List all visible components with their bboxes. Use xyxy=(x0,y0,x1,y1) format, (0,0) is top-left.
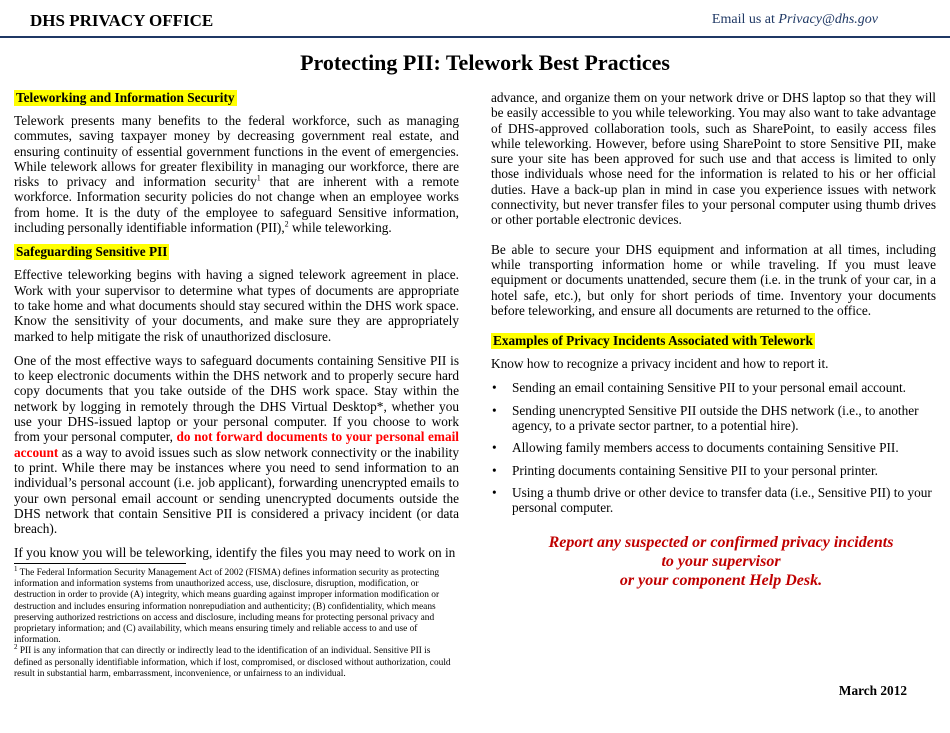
list-item: • Printing documents containing Sensitive PII to your personal printer. xyxy=(492,462,878,478)
paragraph-secure-equipment: Be able to secure your DHS equipment and information at all times, including while transporting information home or while traveling. If you must leave equipment or documents unattended, secure them (i.e. in the trunk of your car, in a hotel safe, etc.), but only for short periods of time. Inventory your documents before teleworking, and ensure all documents are returned to the office. xyxy=(491,241,936,318)
warning-text: do not forward documents to your personal email account xyxy=(14,429,459,460)
callout-line-3: or your component Help Desk. xyxy=(619,572,823,589)
footnote-2: $^2$ PII is any information that can directly or indirectly lead to the identification of an individual. Sensitive PII is defined as personally identifiable information, which if lost, compromised, or disclosed without authorization, could result in substantial harm, embarrassment, inconvenience, or unfairness to an individual. xyxy=(14,643,451,679)
footnote-divider xyxy=(14,563,186,564)
page-title: Protecting PII: Telework Best Practices xyxy=(300,50,670,75)
paragraph-agreement: Effective teleworking begins with having a signed telework agreement in place. Work with your supervisor to determine what types of documents are appropriate to take home and what documents should stay secured within the DHS work space. Know the sensitivity of your documents, and make sure they are appropriately marked to help mitigate the risk of unauthorized disclosure. xyxy=(14,267,459,344)
list-item: • Allowing family members access to documents containing Sensitive PII. xyxy=(492,440,899,456)
examples-intro: Know how to recognize a privacy incident and how to report it. xyxy=(491,356,829,372)
report-callout xyxy=(491,533,950,590)
paragraph-teleworking: Telework presents many benefits to the federal workforce, such as managing commutes, saving taxpayer money by decreasing government real estate, and ensuring continuity of essential government functions in the event of emergencies. While telework allows for greater flexibility in managing our workforce, there are risks to privacy and information security$^1$ that are inherent with a remote workforce. Information security policies do not change when an employee works from home. It is the duty of the employee to safeguard Sensitive information, including personally identifiable information (PII),$^2$ while teleworking. xyxy=(14,113,459,236)
paragraph-safeguard-docs: One of the most effective ways to safeguard documents containing Sensitive PII is to keep electronic documents within the DHS network and to properly secure hard copy documents that you take outside of the DHS work space. Stay within the network by logging in remotely through the DHS Virtual Desktop*, whether you use your DHS-issued laptop or your personal computer. If you choose to work from your personal computer, do not forward documents to your personal email account as a way to avoid issues such as slow network connectivity or the inability to print. While there may be instances where you need to send information to an individual’s personal account (i.e. job applicant), forwarding unencrypted emails to your own personal email account or sending unencrypted documents outside the DHS network that contain Sensitive PII is considered a privacy incident (or data breach). xyxy=(14,352,459,537)
paragraph-organize-files: advance, and organize them on your network drive or DHS laptop so that they will be easily accessible to you while teleworking. You may also want to take advantage of DHS-approved collaboration tools, such as SharePoint, to easily access files while teleworking. However, before using SharePoint to store Sensitive PII, make sure your site has been approved for such use and that access is limited to only those individuals whose need for the information is related to his or her official duties. Have a back-up plan in mind in case you experience issues with network connectivity, but never transfer files to your personal computer using thumb drives or other portable electronic devices. xyxy=(491,90,936,228)
section-heading-safeguarding: Safeguarding Sensitive PII xyxy=(16,244,168,260)
left-column xyxy=(14,90,459,570)
list-item: • Sending an email containing Sensitive PII to your personal email account. xyxy=(492,380,907,396)
callout-line-1: Report any suspected or confirmed privacy incidents xyxy=(548,534,894,551)
incident-examples-list xyxy=(491,380,936,515)
contact-email xyxy=(712,12,878,28)
section-heading-teleworking: Teleworking and Information Security xyxy=(16,90,235,105)
email-prefix: Email us at xyxy=(711,12,779,27)
footnote-ref-2: 2 xyxy=(284,219,289,229)
footnote-ref-1: 1 xyxy=(256,173,261,183)
section-heading-examples: Examples of Privacy Incidents Associated with Telework xyxy=(493,333,813,349)
footnote-1: $^1$ The Federal Information Security Management Act of 2002 (FISMA) defines information security as protecting information and information systems from unauthorized access, use, disclosure, disruption, modification, or destruction in order to provide (A) integrity, which means guarding against improper information modification or destruction and includes ensuring information nonrepudiation and authenticity; (B) confidentiality, which means preserving authorized restrictions on access and disclosure, including means for protecting personal privacy and proprietary information; and (C) availability, which means ensuring timely and reliable access to and use of information. xyxy=(14,564,440,646)
right-column xyxy=(491,90,936,523)
bullet-icon: • xyxy=(492,440,497,456)
bullet-icon: • xyxy=(492,380,497,396)
bullet-icon: • xyxy=(492,462,497,478)
page-header xyxy=(0,0,950,38)
bullet-icon: • xyxy=(492,402,497,418)
list-item: • Sending unencrypted Sensitive PII outside the DHS network (i.e., to another agency, to a private sector partner, to a potential hire). xyxy=(492,402,919,434)
list-item: • Using a thumb drive or other device to transfer data (i.e., Sensitive PII) to your personal computer. xyxy=(492,484,932,516)
callout-line-2: to your supervisor xyxy=(661,553,781,570)
paragraph-identify-files: If you know you will be teleworking, identify the files you may need to work on in xyxy=(14,545,456,561)
publication-date: March 2012 xyxy=(838,683,907,698)
email-link[interactable]: Privacy@dhs.gov xyxy=(778,12,878,27)
bullet-icon: • xyxy=(492,484,497,500)
office-name: DHS PRIVACY OFFICE xyxy=(30,11,214,30)
footnotes xyxy=(14,564,459,680)
